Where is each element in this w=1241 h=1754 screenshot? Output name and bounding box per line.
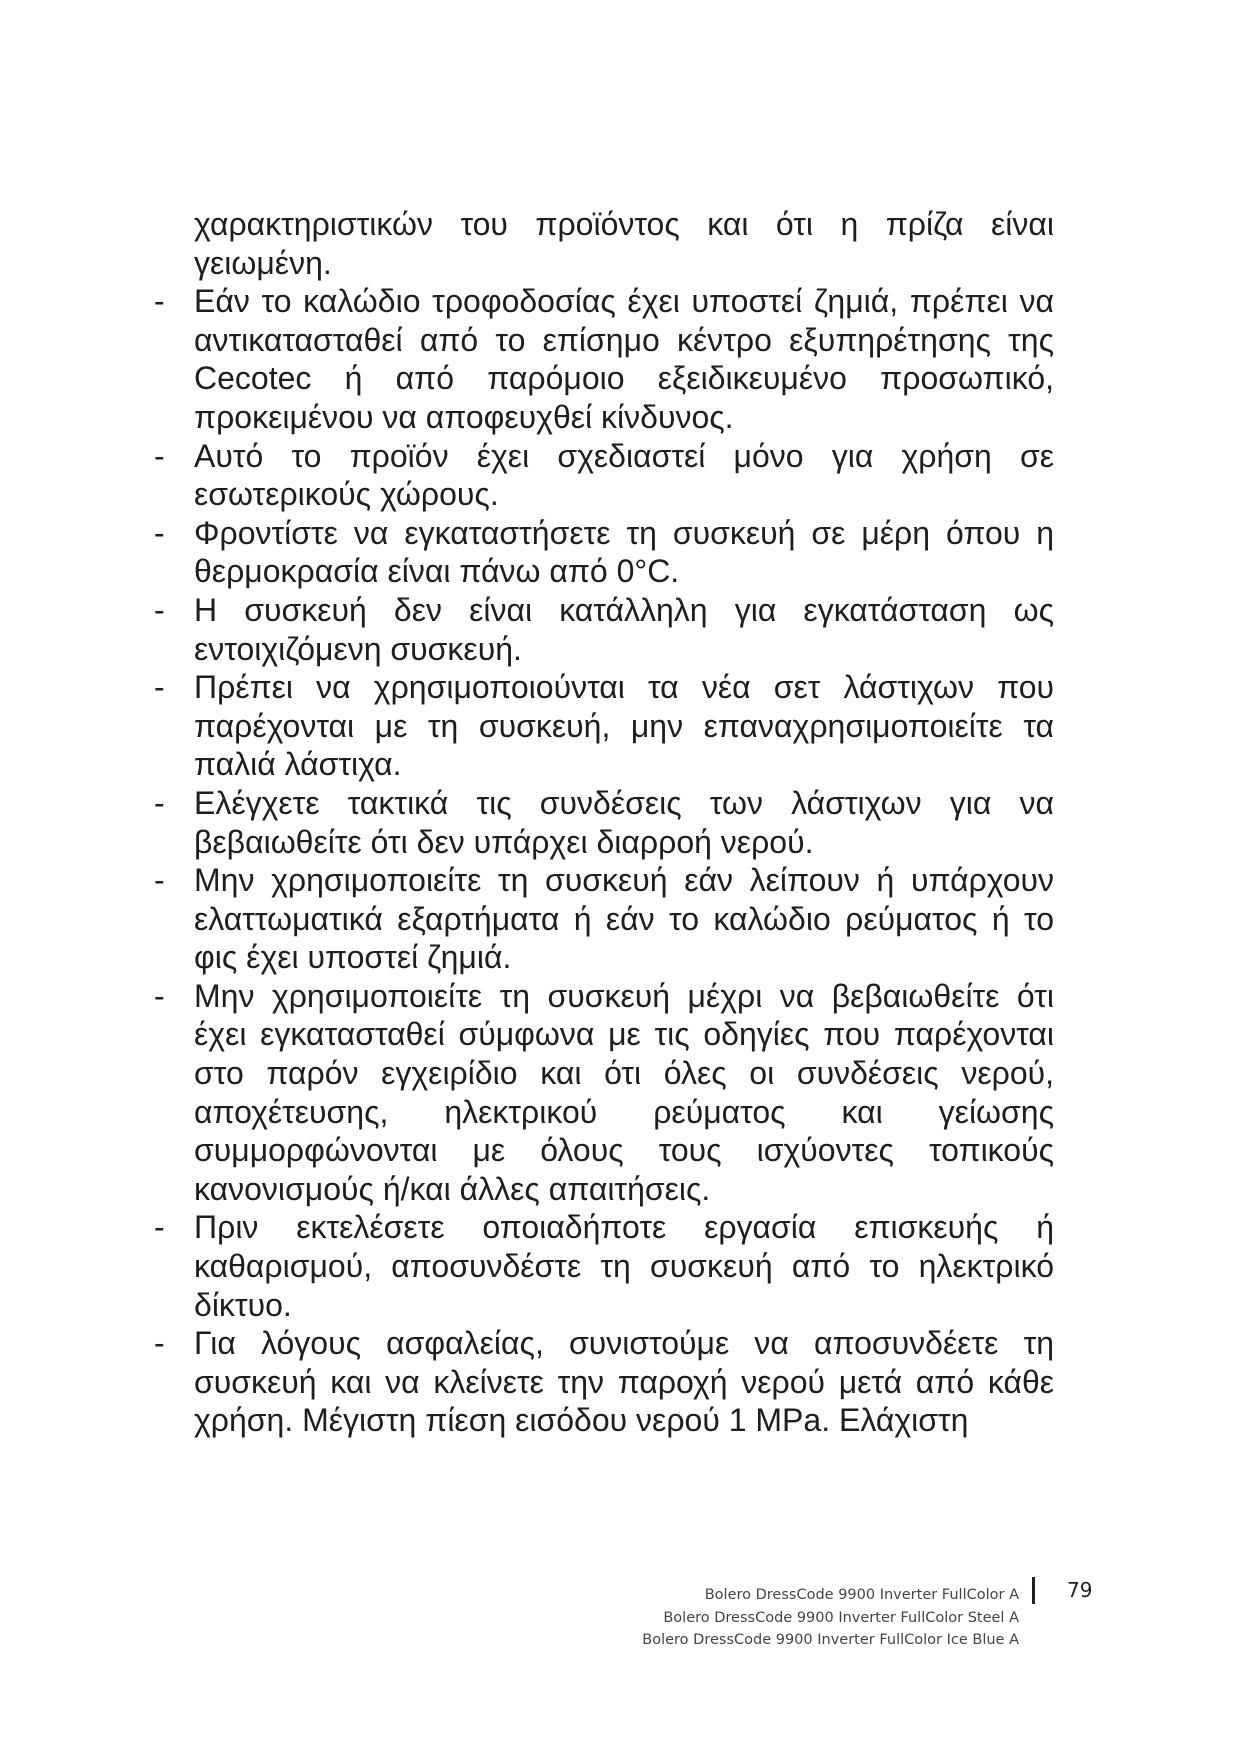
list-item	[152, 437, 1054, 514]
bullet-dash: -	[154, 669, 165, 706]
footer-models	[642, 1584, 1019, 1652]
list-item	[152, 861, 1054, 977]
bullet-dash: -	[154, 1209, 165, 1246]
list-item	[152, 668, 1054, 784]
list-item-text: Ελέγχετε τακτικά τις συνδέσεις των λάστιχων για να βεβαιωθείτε ότι δεν υπάρχει διαρροή νερού.	[194, 784, 1054, 860]
bullet-dash: -	[154, 1325, 165, 1362]
bullet-dash: -	[154, 977, 165, 1014]
footer-model-line: Bolero DressCode 9900 Inverter FullColor Steel A	[663, 1609, 1019, 1626]
list-item	[152, 784, 1054, 861]
list-item	[152, 514, 1054, 591]
bullet-dash: -	[154, 283, 165, 320]
list-item-text: Φροντίστε να εγκαταστήσετε τη συσκευή σε μέρη όπου η θερμοκρασία είναι πάνω από 0°C.	[194, 514, 1054, 590]
list-item-text: Πρέπει να χρησιμοποιούνται τα νέα σετ λάστιχων που παρέχονται με τη συσκευή, μην επαναχρησιμοποιείτε τα παλιά λάστιχα.	[194, 669, 1054, 783]
list-item-text: Μην χρησιμοποιείτε τη συσκευή μέχρι να βεβαιωθείτε ότι έχει εγκατασταθεί σύμφωνα με τις οδηγίες που παρέχονται στο παρόν εγχειρίδιο και ότι όλες οι συνδέσεις νερού, αποχέτευσης, ηλεκτρικού ρεύματος και γείωσης συμμορφώνονται με όλους τους ισχύοντες τοπικούς κανονισμούς ή/και άλλες απαιτήσεις.	[194, 977, 1054, 1207]
list-item-text: Εάν το καλώδιο τροφοδοσίας έχει υποστεί ζημιά, πρέπει να αντικατασταθεί από το επίσημο κέντρο εξυπηρέτησης της Cecotec ή από παρόμοιο εξειδικευμένο προσωπικό, προκειμένου να αποφευχθεί κίνδυνος.	[194, 283, 1054, 435]
list-item-text: Πριν εκτελέσετε οποιαδήποτε εργασία επισκευής ή καθαρισμού, αποσυνδέστε τη συσκευή από το ηλεκτρικό δίκτυο.	[194, 1209, 1054, 1323]
continuation-text: χαρακτηριστικών του προϊόντος και ότι η πρίζα είναι γειωμένη.	[194, 206, 1054, 281]
list-item-text: Αυτό το προϊόν έχει σχεδιαστεί μόνο για χρήση σε εσωτερικούς χώρους.	[194, 437, 1054, 513]
list-item	[152, 282, 1054, 436]
list-item-text: Για λόγους ασφαλείας, συνιστούμε να αποσυνδέετε τη συσκευή και να κλείνετε την παροχή νερού μετά από κάθε χρήση. Μέγιστη πίεση εισόδου νερού 1 MPa. Ελάχιστη	[194, 1325, 1054, 1439]
footer-model-line: Bolero DressCode 9900 Inverter FullColor Ice Blue A	[642, 1632, 1019, 1648]
bullet-dash: -	[154, 591, 165, 628]
bullet-dash: -	[154, 514, 165, 551]
list-item	[152, 1324, 1054, 1440]
list-item	[152, 591, 1054, 668]
list-item-text: Μην χρησιμοποιείτε τη συσκευή εάν λείπουν ή υπάρχουν ελαττωματικά εξαρτήματα ή εάν το καλώδιο ρεύματος ή το φις έχει υποστεί ζημιά.	[194, 862, 1054, 976]
list-item	[152, 1208, 1054, 1324]
safety-instructions	[152, 205, 1054, 1440]
bullet-dash: -	[154, 784, 165, 821]
list-item	[152, 977, 1054, 1209]
page-number: 79	[1067, 1578, 1093, 1602]
footer-model-line: Bolero DressCode 9900 Inverter FullColor A	[704, 1587, 1019, 1603]
list-item-text: Η συσκευή δεν είναι κατάλληλη για εγκατάσταση ως εντοιχιζόμενη συσκευή.	[194, 591, 1054, 667]
bullet-dash: -	[154, 437, 165, 474]
footer-divider	[1032, 1577, 1035, 1604]
bullet-dash: -	[154, 862, 165, 899]
